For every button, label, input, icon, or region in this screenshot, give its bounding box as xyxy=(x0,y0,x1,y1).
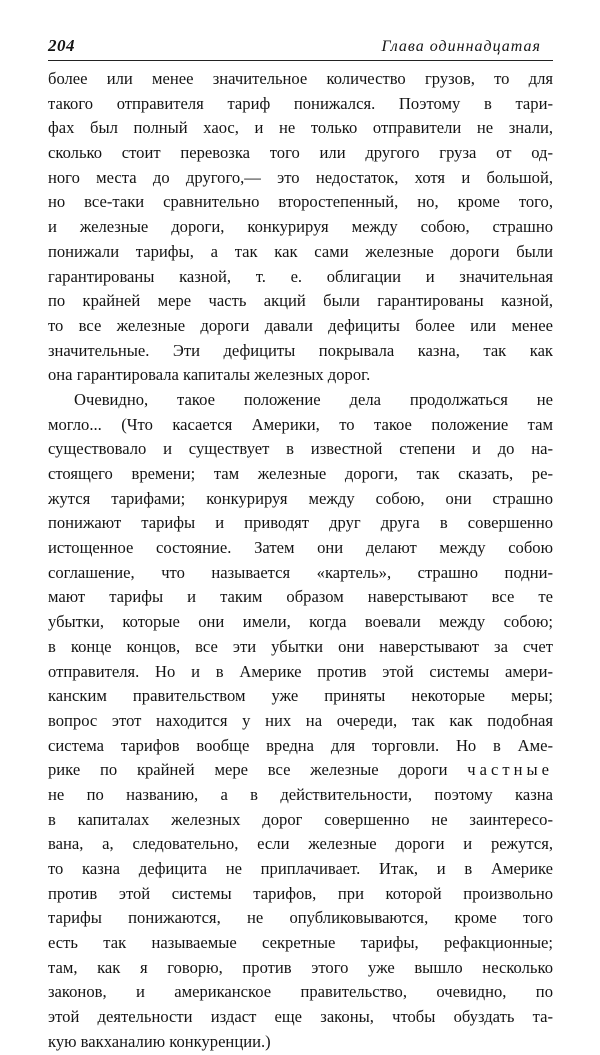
text-line: и железные дороги, конкурируя между собою, страшно xyxy=(48,217,553,237)
text-line: в конце концов, все эти убытки они наверстывают за счет xyxy=(48,636,553,656)
text-line: кую вакханалию конкуренции.) xyxy=(48,1031,271,1051)
text-line: канским правительством уже приняты некоторые меры; xyxy=(48,686,553,706)
text-line: понижали тарифы, а так как сами железные дороги были xyxy=(48,241,553,261)
text-line: значительные. Эти дефициты покрывала казна, так как xyxy=(48,340,553,360)
text-line: не по названию, а в действительности, поэтому казна xyxy=(48,784,553,804)
text-line: этой деятельности издаст еще законы, чтобы обуздать та- xyxy=(48,1007,553,1027)
text-line: соглашение, что называется «картель», страшно подни- xyxy=(48,562,553,582)
text-line: по крайней мере часть акций были гарантированы казной, xyxy=(48,291,553,311)
text-line-with-spaced-word xyxy=(48,758,553,783)
text-line: в капиталах железных дорог совершенно не заинтересо- xyxy=(48,809,553,829)
text-line: система тарифов вообще вредна для торговли. Но в Аме- xyxy=(48,735,553,755)
text-line: но все-таки сравнительно второстепенный, но, кроме того, xyxy=(48,192,553,212)
text-line: тарифы понижаются, не опубликовываются, кроме того xyxy=(48,908,553,928)
text-line: фах был полный хаос, и не только отправители не знали, xyxy=(48,118,553,138)
paragraph-1 xyxy=(48,67,553,388)
text-line: жутся тарифами; конкурируя между собою, они страшно xyxy=(48,488,553,508)
text-fragment: рике по крайней мере все железные дороги xyxy=(48,760,448,780)
text-line: Очевидно, такое положение дела продолжаться не xyxy=(74,389,553,409)
text-line: законов, и американское правительство, очевидно, по xyxy=(48,982,553,1002)
text-line: там, как я говорю, против этого уже вышло несколько xyxy=(48,957,553,977)
text-line: вана, а, следовательно, если железные дороги и режутся, xyxy=(48,834,553,854)
text-line: понижают тарифы и приводят друг друга в совершенно xyxy=(48,513,553,533)
text-line: вопрос этот находится у них на очереди, так как подобная xyxy=(48,710,553,730)
text-line: сколько стоит перевозка того или другого груза от од- xyxy=(48,143,553,163)
page-number: 204 xyxy=(48,36,75,55)
text-line: то все железные дороги давали дефициты более или менее xyxy=(48,315,553,335)
paragraph-2 xyxy=(48,388,553,1055)
page-header xyxy=(48,36,553,61)
text-line: мают тарифы и таким образом наверстывают все те xyxy=(48,587,553,607)
running-title: Глава одиннадцатая xyxy=(381,38,541,55)
text-line: существовало и существует в известной степени и до на- xyxy=(48,439,553,459)
text-line: она гарантировала капиталы железных дорог. xyxy=(48,365,371,385)
text-line: могло... (Что касается Америки, то такое положение там xyxy=(48,414,553,434)
text-line: отправителя. Но и в Америке против этой системы амери- xyxy=(48,661,553,681)
text-line: ного места до другого,— это недостаток, хотя и большой, xyxy=(48,167,553,187)
text-line: более или менее значительное количество грузов, то для xyxy=(48,69,553,88)
text-line: то казна дефицита не приплачивает. Итак, и в Америке xyxy=(48,859,553,878)
text-line: против этой системы тарифов, при которой произвольно xyxy=(48,883,553,903)
text-line: убытки, которые они имели, когда воевали между собою; xyxy=(48,612,553,632)
text-line: стоящего времени; там железные дороги, так сказать, ре- xyxy=(48,464,553,483)
text-line: гарантированы казной, т. е. облигации и значительная xyxy=(48,266,553,286)
body-text xyxy=(48,67,553,1055)
book-page xyxy=(48,36,553,1055)
text-line: такого отправителя тариф понижался. Поэтому в тари- xyxy=(48,93,553,113)
spaced-word: частные xyxy=(467,760,553,780)
text-line: есть так называемые секретные тарифы, рефакционные; xyxy=(48,933,553,953)
text-line: истощенное состояние. Затем они делают между собою xyxy=(48,538,553,558)
